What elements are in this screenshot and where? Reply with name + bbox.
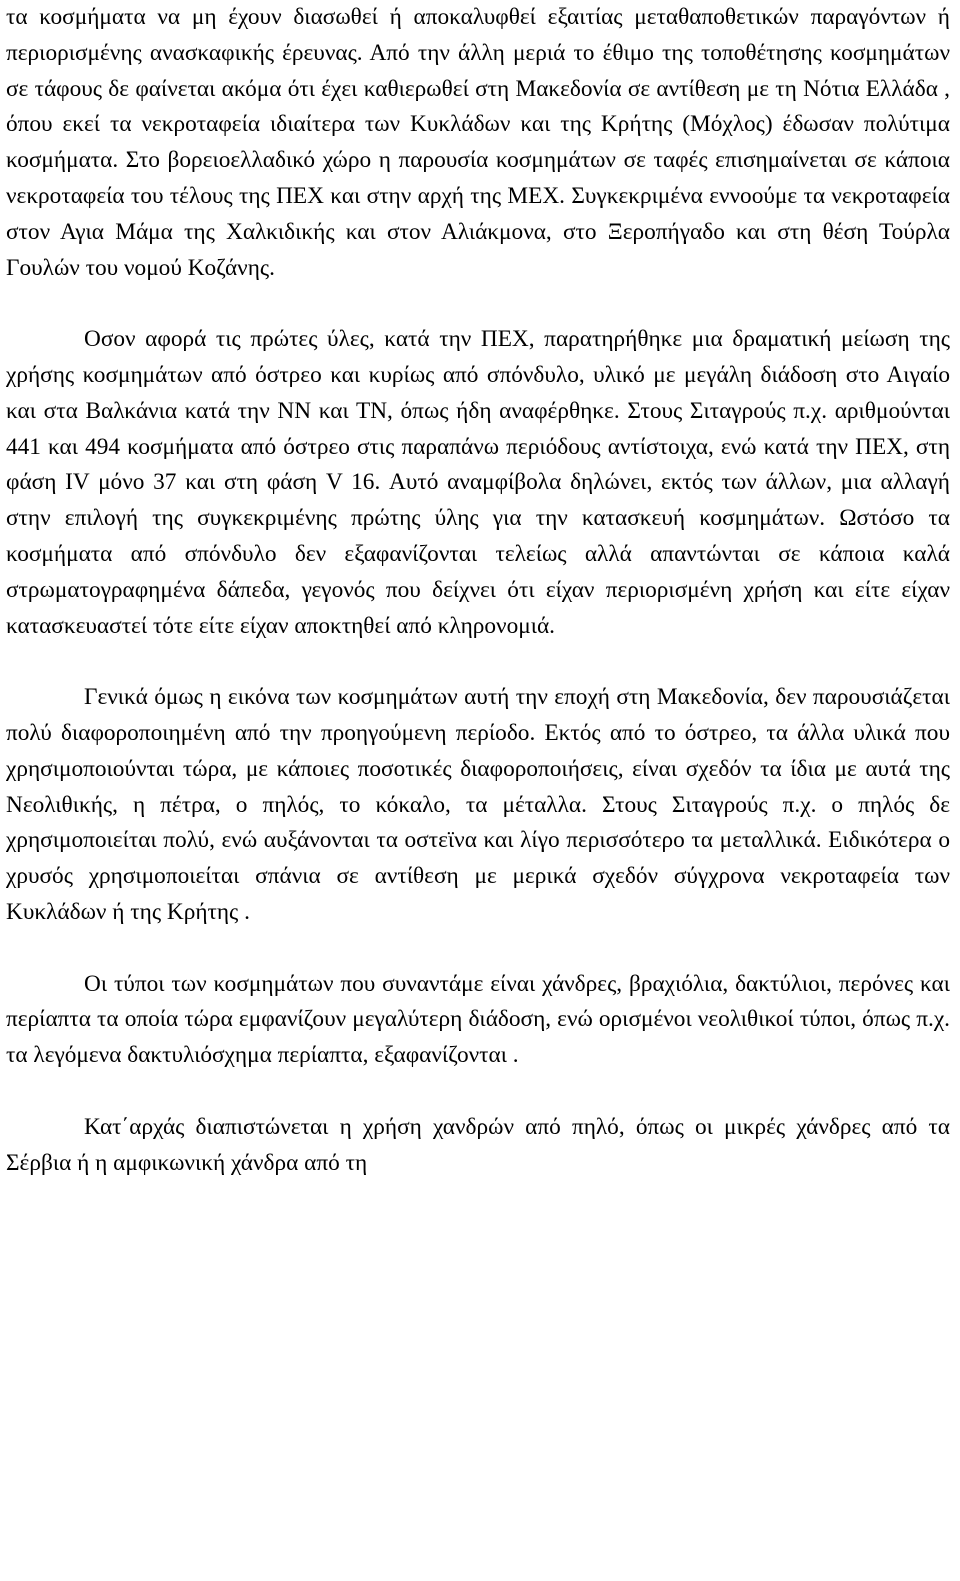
document-page [6, 0, 950, 1181]
paragraph-clay-beads: Κατ΄αρχάς διαπιστώνεται η χρήση χανδρών από πηλό, όπως οι μικρές χάνδρες από τα Σέρβια ή η αμφικωνική χάνδρα από τη [6, 1113, 950, 1176]
paragraph-jewelry-types: Οι τύποι των κοσμημάτων που συναντάμε είναι χάνδρες, βραχιόλια, δακτύλιοι, περόνες και περίαπτα τα οποία τώρα εμφανίζουν μεγαλύτερη διάδοση, ενώ ορισμένοι νεολιθικοί τύποι, όπως π.χ. τα λεγόμενα δακτυλιόσχημα περίαπτα, εξαφανίζονται . [6, 970, 950, 1069]
paragraph-gap [6, 644, 950, 680]
paragraph-gap [6, 1074, 950, 1110]
paragraph-gap [6, 286, 950, 322]
paragraph-raw-materials: Οσον αφορά τις πρώτες ύλες, κατά την ΠΕΧ, παρατηρήθηκε μια δραματική μείωση της χρήσης κοσμημάτων από όστρεο και κυρίως από σπόνδυλο, υλικό με μεγάλη διάδοση στο Αιγαίο και στα Βαλκάνια κατά την ΝΝ και ΤΝ, όπως ήδη αναφέρθηκε. Στους Σιταγρούς π.χ. αριθμούνται 441 και 494 κοσμήματα από όστρεο στις παραπάνω περιόδους αντίστοιχα, ενώ κατά την ΠΕΧ, στη φάση IV μόνο 37 και στη φάση V 16. Αυτό αναμφίβολα δηλώνει, εκτός των άλλων, μια αλλαγή στην επιλογή της συγκεκριμένης πρώτης ύλης για την κατασκευή κοσμημάτων. Ωστόσο τα κοσμήματα από σπόνδυλο δεν εξαφανίζονται τελείως αλλά απαντώνται σε κάποια καλά στρωματογραφημένα δάπεδα, γεγονός που δείχνει ότι είχαν περιορισμένη χρήση και είτε είχαν κατασκευαστεί τότε είτε είχαν αποκτηθεί από κληρονομιά. [6, 326, 950, 639]
paragraph-general-picture: Γενικά όμως η εικόνα των κοσμημάτων αυτή την εποχή στη Μακεδονία, δεν παρουσιάζεται πολύ διαφοροποιημένη από την προηγούμενη περίοδο. Εκτός από το όστρεο, τα άλλα υλικά που χρησιμοποιούνται τώρα, με κάποιες ποσοτικές διαφοροποιήσεις, είναι σχεδόν τα ίδια με αυτά της Νεολιθικής, η πέτρα, ο πηλός, το κόκαλο, τα μέταλλα. Στους Σιταγρούς π.χ. ο πηλός δε χρησιμοποιείται πολύ, ενώ αυξάνονται τα οστεϊνα και λίγο περισσότερο τα μεταλλικά. Ειδικότερα ο χρυσός χρησιμοποιείται σπάνια σε αντίθεση με μερικά σχεδόν σύγχρονα νεκροταφεία των Κυκλάδων ή της Κρήτης . [6, 684, 950, 925]
paragraph-gap [6, 931, 950, 967]
paragraph-continuation: τα κοσμήματα να μη έχουν διασωθεί ή αποκαλυφθεί εξαιτίας μεταθαποθετικών παραγόντων ή περιορισμένης ανασκαφικής έρευνας. Από την άλλη μεριά το έθιμο της τοποθέτησης κοσμημάτων σε τάφους δε φαίνεται ακόμα ότι έχει καθιερωθεί στη Μακεδονία σε αντίθεση με τη Νότια Ελλάδα , όπου εκεί τα νεκροταφεία ιδιαίτερα των Κυκλάδων και της Κρήτης (Μόχλος) έδωσαν πολύτιμα κοσμήματα. Στο βορειοελλαδικό χώρο η παρουσία κοσμημάτων σε ταφές επισημαίνεται σε κάποια νεκροταφεία του τέλους της ΠΕΧ και στην αρχή της ΜΕΧ. Συγκεκριμένα εννοούμε τα νεκροταφεία στον Αγια Μάμα της Χαλκιδικής και στον Αλιάκμονα, στο Ξεροπήγαδο και στη θέση Τούρλα Γουλών του νομού Κοζάνης. [6, 4, 950, 281]
